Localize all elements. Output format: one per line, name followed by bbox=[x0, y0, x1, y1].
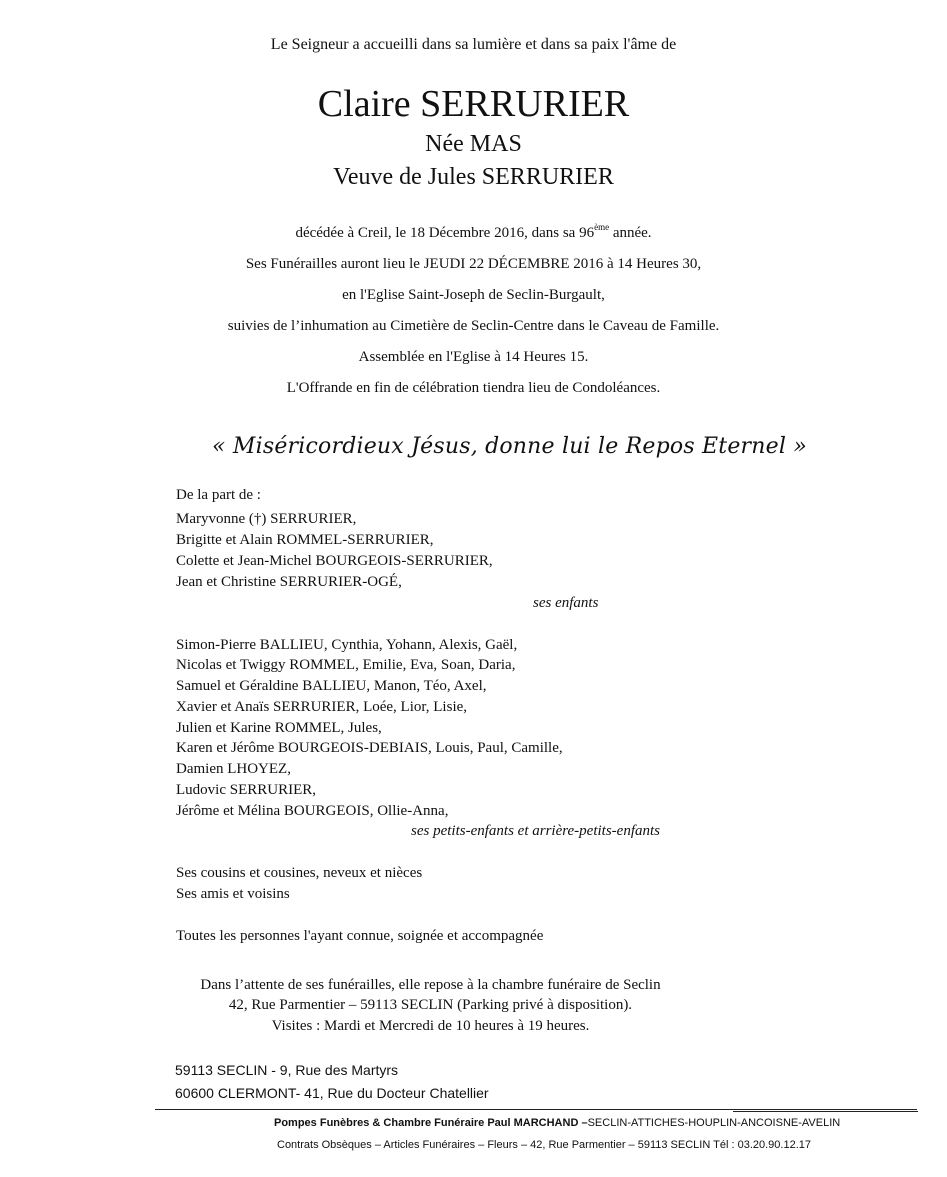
list-item: Maryvonne (†) SERRURIER, bbox=[176, 511, 357, 527]
list-item: Ses amis et voisins bbox=[176, 886, 290, 902]
children-label: ses enfants bbox=[533, 595, 599, 611]
list-item: Damien LHOYEZ, bbox=[176, 761, 291, 777]
rest-line-1: Dans l’attente de ses funérailles, elle repose à la chambre funéraire de Seclin bbox=[200, 977, 661, 993]
address-seclin: 59113 SECLIN - 9, Rue des Martyrs bbox=[175, 1062, 399, 1078]
footer-company-line bbox=[274, 1117, 840, 1129]
death-line-ordinal: ème bbox=[594, 222, 610, 232]
assembly-line: Assemblée en l'Eglise à 14 Heures 15. bbox=[358, 349, 589, 365]
widow-line: Veuve de Jules SERRURIER bbox=[333, 164, 614, 190]
funeral-line: Ses Funérailles auront lieu le JEUDI 22 DÉCEMBRE 2016 à 14 Heures 30, bbox=[245, 256, 702, 272]
list-item: Julien et Karine ROMMEL, Jules, bbox=[176, 720, 382, 736]
offering-line: L'Offrande en fin de célébration tiendra lieu de Condoléances. bbox=[286, 380, 661, 396]
list-item: Brigitte et Alain ROMMEL-SERRURIER, bbox=[176, 532, 434, 548]
footer-divider bbox=[155, 1109, 917, 1110]
list-item: Simon-Pierre BALLIEU, Cynthia, Yohann, Alexis, Gaël, bbox=[176, 637, 518, 653]
list-item: Ludovic SERRURIER, bbox=[176, 782, 317, 798]
list-item: Colette et Jean-Michel BOURGEOIS-SERRURIER, bbox=[176, 553, 493, 569]
death-line bbox=[0, 222, 947, 242]
list-item: Karen et Jérôme BOURGEOIS-DEBIAIS, Louis, Paul, Camille, bbox=[176, 740, 563, 756]
church-line: en l'Eglise Saint-Joseph de Seclin-Burgault, bbox=[342, 287, 605, 303]
footer-services: Contrats Obsèques – Articles Funéraires – Fleurs – 42, Rue Parmentier – 59113 SECLIN Tél : 03.20.90.12.17 bbox=[277, 1139, 811, 1151]
rest-line-2: 42, Rue Parmentier – 59113 SECLIN (Parking privé à disposition). bbox=[228, 997, 633, 1013]
rest-line-3: Visites : Mardi et Mercredi de 10 heures à 19 heures. bbox=[271, 1018, 590, 1034]
all-people-line: Toutes les personnes l'ayant connue, soignée et accompagnée bbox=[176, 928, 544, 944]
burial-line: suivies de l’inhumation au Cimetière de Seclin-Centre dans le Caveau de Famille. bbox=[227, 318, 720, 334]
prayer-quote: « Miséricordieux Jésus, donne lui le Repos Eternel » bbox=[212, 434, 807, 459]
footer-locations: SECLIN-ATTICHES-HOUPLIN-ANCOISNE-AVELIN bbox=[587, 1117, 841, 1129]
deceased-name: Claire SERRURIER bbox=[317, 83, 630, 125]
list-item: Jean et Christine SERRURIER-OGÉ, bbox=[176, 574, 402, 590]
footer-company: Pompes Funèbres & Chambre Funéraire Paul MARCHAND – bbox=[274, 1117, 588, 1129]
list-item: Nicolas et Twiggy ROMMEL, Emilie, Eva, Soan, Daria, bbox=[176, 657, 516, 673]
footer-divider-accent bbox=[733, 1111, 918, 1112]
address-clermont: 60600 CLERMONT- 41, Rue du Docteur Chatellier bbox=[175, 1085, 489, 1101]
list-item: Jérôme et Mélina BOURGEOIS, Ollie-Anna, bbox=[176, 803, 449, 819]
intro-line: Le Seigneur a accueilli dans sa lumière et dans sa paix l'âme de bbox=[270, 36, 677, 53]
death-line-text: décédée à Creil, le 18 Décembre 2016, dans sa 96 bbox=[295, 225, 595, 241]
grandchildren-label: ses petits-enfants et arrière-petits-enfants bbox=[411, 823, 660, 839]
list-item: Samuel et Géraldine BALLIEU, Manon, Téo, Axel, bbox=[176, 678, 487, 694]
family-intro: De la part de : bbox=[176, 487, 261, 503]
list-item: Xavier et Anaïs SERRURIER, Loée, Lior, Lisie, bbox=[176, 699, 468, 715]
maiden-name: Née MAS bbox=[425, 131, 522, 157]
death-line-end: année. bbox=[609, 225, 652, 241]
list-item: Ses cousins et cousines, neveux et nièces bbox=[176, 865, 423, 881]
